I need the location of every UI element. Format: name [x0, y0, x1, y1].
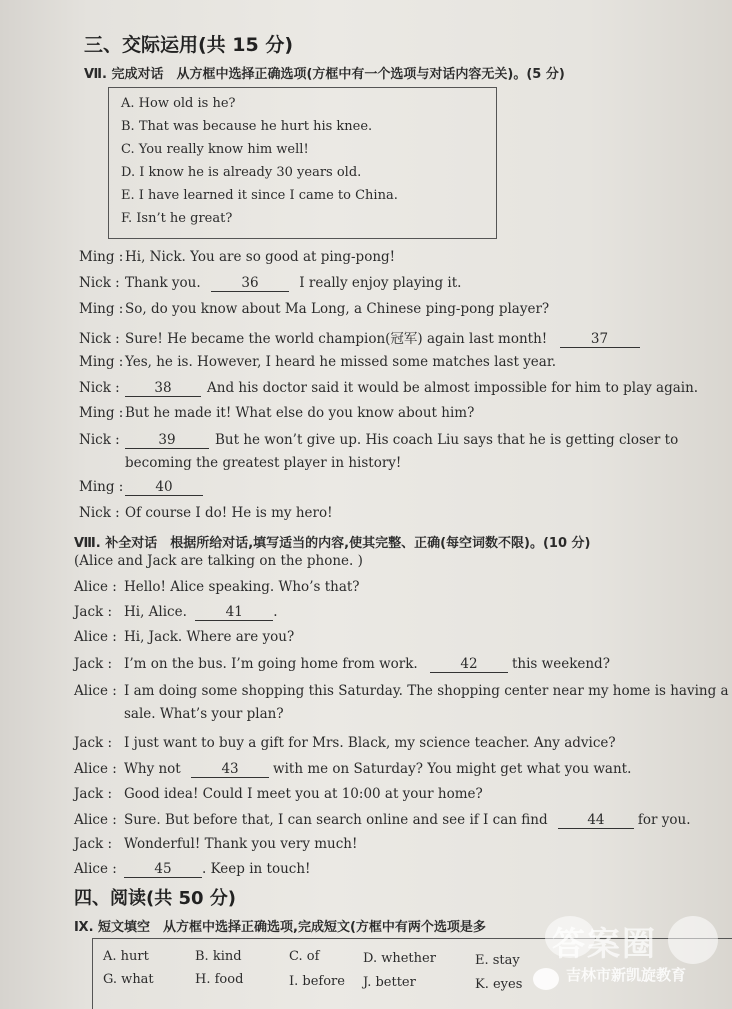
- dialogue-line: [79, 432, 678, 449]
- speaker: Alice :: [74, 861, 117, 877]
- speaker: Nick :: [79, 432, 120, 448]
- speaker: Ming :: [79, 405, 124, 421]
- line-text: But he won’t give up. His coach Liu says that he is getting closer to: [215, 432, 679, 448]
- dialogue-continuation: sale. What’s your plan?: [124, 706, 284, 722]
- blank-39[interactable]: 39: [125, 432, 209, 449]
- dialogue-line: [74, 836, 357, 852]
- line-text: Hello! Alice speaking. Who’s that?: [124, 579, 360, 595]
- line-text: I really enjoy playing it.: [299, 275, 462, 291]
- line-text: Thank you.: [125, 275, 201, 291]
- blank-41[interactable]: 41: [195, 604, 273, 621]
- speaker: Jack :: [74, 735, 113, 751]
- line-text: But he made it! What else do you know about him?: [125, 405, 475, 421]
- dialogue-line: [79, 505, 333, 521]
- speaker: Ming :: [79, 301, 124, 317]
- line-text: I’m on the bus. I’m going home from work.: [124, 656, 418, 672]
- word-option: B. kind: [195, 949, 242, 964]
- blank-40[interactable]: 40: [125, 479, 203, 496]
- option-a: A. How old is he?: [121, 96, 236, 111]
- line-text: Hi, Alice.: [124, 604, 187, 620]
- speaker: Nick :: [79, 331, 120, 347]
- option-d: D. I know he is already 30 years old.: [121, 165, 362, 180]
- part-7-title: Ⅶ. 完成对话 从方框中选择正确选项(方框中有一个选项与对话内容无关)。(5 分): [84, 67, 565, 82]
- line-text: Sure. But before that, I can search online and see if I can find: [124, 812, 548, 828]
- speaker: Alice :: [74, 629, 117, 645]
- dialogue-line: [74, 735, 616, 751]
- speaker: Jack :: [74, 836, 113, 852]
- option-f: F. Isn’t he great?: [121, 211, 233, 226]
- line-text: Wonderful! Thank you very much!: [124, 836, 358, 852]
- line-text: Good idea! Could I meet you at 10:00 at your home?: [124, 786, 483, 802]
- line-text: So, do you know about Ma Long, a Chinese ping-pong player?: [125, 301, 550, 317]
- word-option: I. before: [289, 974, 345, 989]
- line-text: And his doctor said it would be almost impossible for him to play again.: [207, 380, 699, 396]
- part-9-title: Ⅸ. 短文填空 从方框中选择正确选项,完成短文(方框中有两个选项是多: [74, 920, 486, 935]
- dialogue-line: [74, 861, 310, 878]
- word-option: C. of: [289, 949, 320, 964]
- dialogue-line: [79, 380, 698, 397]
- speaker: Jack :: [74, 604, 113, 620]
- dialogue-line: [74, 683, 729, 699]
- line-text: with me on Saturday? You might get what you want.: [273, 761, 632, 777]
- watermark-account: 吉林市新凯旋教育: [566, 966, 687, 984]
- dialogue-line: [79, 301, 549, 317]
- speaker: Nick :: [79, 380, 120, 396]
- word-option: A. hurt: [103, 949, 149, 964]
- dialogue-line: [79, 479, 203, 496]
- speaker: Alice :: [74, 761, 117, 777]
- dialogue-line: [74, 579, 360, 595]
- line-text: Hi, Nick. You are so good at ping-pong!: [125, 249, 396, 265]
- watermark-logo-text: 答案圈: [552, 924, 657, 963]
- dialogue-line: [79, 405, 474, 421]
- option-e: E. I have learned it since I came to China.: [121, 188, 398, 203]
- word-option: G. what: [103, 972, 154, 987]
- speaker: Nick :: [79, 505, 120, 521]
- dialogue-line: [74, 604, 278, 621]
- line-text: . Keep in touch!: [202, 861, 311, 877]
- blank-42[interactable]: 42: [430, 656, 508, 673]
- line-text: Hi, Jack. Where are you?: [124, 629, 295, 645]
- blank-36[interactable]: 36: [211, 275, 289, 292]
- dialogue-line: [74, 761, 631, 778]
- blank-37[interactable]: 37: [560, 331, 640, 348]
- section-4-title: 四、阅读(共 50 分): [74, 888, 237, 909]
- dialogue-continuation: becoming the greatest player in history!: [125, 455, 402, 471]
- line-text: Of course I do! He is my hero!: [125, 505, 333, 521]
- word-option: J. better: [363, 975, 416, 990]
- part-8-intro: (Alice and Jack are talking on the phone. ): [74, 553, 363, 569]
- speaker: Alice :: [74, 812, 117, 828]
- word-option: H. food: [195, 972, 244, 987]
- blank-38[interactable]: 38: [125, 380, 201, 397]
- line-text: I just want to buy a gift for Mrs. Black, my science teacher. Any advice?: [124, 735, 616, 751]
- watermark-logo-circle: [668, 916, 718, 964]
- line-text: Why not: [124, 761, 181, 777]
- dialogue-line: [79, 327, 640, 348]
- dialogue-line: [74, 629, 294, 645]
- speaker: Alice :: [74, 579, 117, 595]
- line-text: I am doing some shopping this Saturday. The shopping center near my home is having a: [124, 683, 729, 699]
- dialogue-line: [74, 656, 610, 673]
- option-b: B. That was because he hurt his knee.: [121, 119, 373, 134]
- dialogue-line: [74, 812, 691, 829]
- part-8-title: Ⅷ. 补全对话 根据所给对话,填写适当的内容,使其完整、正确(每空词数不限)。(10 分): [74, 536, 591, 551]
- section-3-title: 三、交际运用(共 15 分): [84, 34, 294, 56]
- line-text: this weekend?: [512, 656, 610, 672]
- speaker: Jack :: [74, 656, 113, 672]
- speaker: Alice :: [74, 683, 117, 699]
- word-option: K. eyes: [475, 977, 523, 992]
- line-text: Sure! He became the world champion(冠军) again last month!: [125, 331, 548, 347]
- speaker: Jack :: [74, 786, 113, 802]
- dialogue-line: [79, 354, 556, 370]
- word-option: E. stay: [475, 953, 520, 968]
- speaker: Ming :: [79, 354, 124, 370]
- line-text: for you.: [637, 812, 691, 828]
- speaker: Nick :: [79, 275, 120, 291]
- blank-43[interactable]: 43: [191, 761, 269, 778]
- line-text: .: [273, 604, 278, 620]
- blank-44[interactable]: 44: [558, 812, 634, 829]
- word-option: D. whether: [363, 951, 436, 966]
- speaker: Ming :: [79, 249, 124, 265]
- options-box: [108, 87, 497, 239]
- dialogue-line: [74, 786, 483, 802]
- dialogue-line: [79, 275, 461, 292]
- wechat-icon: [533, 968, 559, 990]
- speaker: Ming :: [79, 479, 124, 495]
- dialogue-line: [79, 249, 395, 265]
- blank-45[interactable]: 45: [124, 861, 202, 878]
- line-text: Yes, he is. However, I heard he missed some matches last year.: [125, 354, 557, 370]
- option-c: C. You really know him well!: [121, 142, 309, 157]
